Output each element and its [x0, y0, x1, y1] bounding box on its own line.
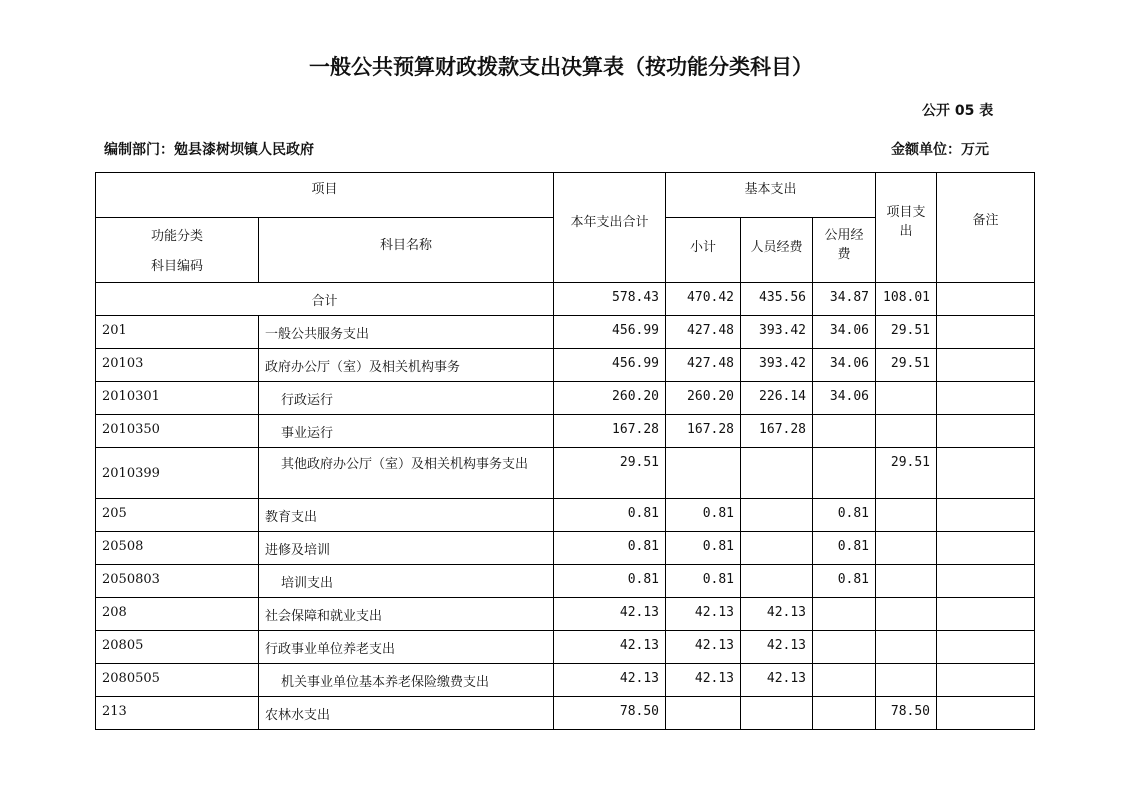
project-cell — [876, 415, 937, 448]
project-cell: 108.01 — [876, 283, 937, 316]
header-basic: 基本支出 — [666, 173, 876, 218]
personnel-cell: 42.13 — [741, 631, 813, 664]
public-cell: 0.81 — [813, 532, 876, 565]
public-cell: 34.87 — [813, 283, 876, 316]
table-row — [96, 316, 1035, 349]
personnel-cell — [741, 697, 813, 730]
table-row — [96, 598, 1035, 631]
remark-cell — [937, 532, 1035, 565]
subtotal-cell: 260.20 — [666, 382, 741, 415]
table-row — [96, 415, 1035, 448]
remark-cell — [937, 415, 1035, 448]
project-cell — [876, 382, 937, 415]
subtotal-cell: 42.13 — [666, 631, 741, 664]
header-func-code-line2: 科目编码 — [150, 259, 203, 274]
name-cell: 事业运行 — [259, 415, 554, 448]
personnel-cell: 42.13 — [741, 598, 813, 631]
code-cell: 2010350 — [96, 415, 259, 448]
name-cell: 培训支出 — [259, 565, 554, 598]
name-cell: 政府办公厅（室）及相关机构事务 — [259, 349, 554, 382]
name-cell: 其他政府办公厅（室）及相关机构事务支出 — [259, 448, 554, 499]
name-cell: 机关事业单位基本养老保险缴费支出 — [259, 664, 554, 697]
total-cell: 167.28 — [554, 415, 666, 448]
total-cell: 78.50 — [554, 697, 666, 730]
name-cell: 农林水支出 — [259, 697, 554, 730]
total-row — [96, 283, 1035, 316]
name-cell: 一般公共服务支出 — [259, 316, 554, 349]
total-cell: 0.81 — [554, 532, 666, 565]
total-cell: 456.99 — [554, 316, 666, 349]
subtotal-cell: 167.28 — [666, 415, 741, 448]
code-cell: 213 — [96, 697, 259, 730]
total-cell: 0.81 — [554, 499, 666, 532]
project-cell: 29.51 — [876, 349, 937, 382]
code-cell: 2050803 — [96, 565, 259, 598]
remark-cell — [937, 499, 1035, 532]
code-cell: 2010301 — [96, 382, 259, 415]
header-personnel: 人员经费 — [741, 218, 813, 283]
personnel-cell: 393.42 — [741, 316, 813, 349]
remark-cell — [937, 448, 1035, 499]
remark-cell — [937, 697, 1035, 730]
total-cell: 29.51 — [554, 448, 666, 499]
total-cell: 456.99 — [554, 349, 666, 382]
code-cell: 20508 — [96, 532, 259, 565]
subtotal-cell: 42.13 — [666, 598, 741, 631]
table-row — [96, 631, 1035, 664]
public-cell: 34.06 — [813, 316, 876, 349]
table-row — [96, 349, 1035, 382]
total-label: 合计 — [96, 283, 554, 316]
code-cell: 201 — [96, 316, 259, 349]
header-subtotal: 小计 — [666, 218, 741, 283]
remark-cell — [937, 316, 1035, 349]
code-cell: 20103 — [96, 349, 259, 382]
form-number: 公开 05 表 — [922, 103, 994, 119]
header-func-code — [96, 218, 259, 283]
project-cell — [876, 631, 937, 664]
code-cell: 2010399 — [96, 448, 259, 499]
personnel-cell — [741, 499, 813, 532]
budget-table — [95, 172, 1035, 730]
public-cell — [813, 598, 876, 631]
name-cell: 行政事业单位养老支出 — [259, 631, 554, 664]
total-cell: 42.13 — [554, 598, 666, 631]
subtotal-cell: 427.48 — [666, 316, 741, 349]
personnel-cell — [741, 448, 813, 499]
personnel-cell — [741, 532, 813, 565]
total-cell: 42.13 — [554, 631, 666, 664]
subtotal-cell: 42.13 — [666, 664, 741, 697]
subtotal-cell: 0.81 — [666, 565, 741, 598]
personnel-cell: 42.13 — [741, 664, 813, 697]
code-cell: 2080505 — [96, 664, 259, 697]
public-cell — [813, 697, 876, 730]
name-cell: 行政运行 — [259, 382, 554, 415]
department-label: 编制部门：勉县漆树坝镇人民政府 — [104, 142, 314, 158]
subtotal-cell: 427.48 — [666, 349, 741, 382]
code-cell: 205 — [96, 499, 259, 532]
code-cell: 20805 — [96, 631, 259, 664]
subtotal-cell: 0.81 — [666, 499, 741, 532]
header-remark: 备注 — [937, 173, 1035, 283]
table-row — [96, 499, 1035, 532]
header-func-code-line1: 功能分类 — [150, 229, 203, 244]
header-item: 项目 — [96, 173, 554, 218]
project-cell — [876, 499, 937, 532]
subtotal-cell — [666, 697, 741, 730]
table-row — [96, 565, 1035, 598]
unit-label: 金额单位：万元 — [891, 142, 989, 158]
project-cell — [876, 598, 937, 631]
remark-cell — [937, 664, 1035, 697]
name-cell: 教育支出 — [259, 499, 554, 532]
personnel-cell: 226.14 — [741, 382, 813, 415]
public-cell — [813, 664, 876, 697]
project-cell: 78.50 — [876, 697, 937, 730]
remark-cell — [937, 598, 1035, 631]
remark-cell — [937, 631, 1035, 664]
project-cell: 29.51 — [876, 316, 937, 349]
personnel-cell — [741, 565, 813, 598]
public-cell — [813, 415, 876, 448]
total-cell: 260.20 — [554, 382, 666, 415]
remark-cell — [937, 565, 1035, 598]
project-cell — [876, 664, 937, 697]
header-project: 项目支出 — [876, 173, 937, 283]
project-cell — [876, 565, 937, 598]
table-row — [96, 697, 1035, 730]
table-row — [96, 382, 1035, 415]
table-row — [96, 664, 1035, 697]
public-cell: 0.81 — [813, 499, 876, 532]
public-cell — [813, 631, 876, 664]
name-cell: 社会保障和就业支出 — [259, 598, 554, 631]
project-cell: 29.51 — [876, 448, 937, 499]
public-cell: 34.06 — [813, 349, 876, 382]
code-cell: 208 — [96, 598, 259, 631]
public-cell: 0.81 — [813, 565, 876, 598]
page-title: 一般公共预算财政拨款支出决算表（按功能分类科目） — [309, 55, 813, 79]
personnel-cell: 167.28 — [741, 415, 813, 448]
name-cell: 进修及培训 — [259, 532, 554, 565]
subtotal-cell: 0.81 — [666, 532, 741, 565]
public-cell — [813, 448, 876, 499]
table-row — [96, 448, 1035, 499]
header-subject-name: 科目名称 — [259, 218, 554, 283]
header-total-year: 本年支出合计 — [554, 173, 666, 283]
remark-cell — [937, 382, 1035, 415]
project-cell — [876, 532, 937, 565]
remark-cell — [937, 283, 1035, 316]
subtotal-cell — [666, 448, 741, 499]
header-public-use: 公用经费 — [813, 218, 876, 283]
public-cell: 34.06 — [813, 382, 876, 415]
total-cell: 0.81 — [554, 565, 666, 598]
total-cell: 42.13 — [554, 664, 666, 697]
remark-cell — [937, 349, 1035, 382]
personnel-cell: 393.42 — [741, 349, 813, 382]
total-cell: 578.43 — [554, 283, 666, 316]
table-row — [96, 532, 1035, 565]
subtotal-cell: 470.42 — [666, 283, 741, 316]
personnel-cell: 435.56 — [741, 283, 813, 316]
